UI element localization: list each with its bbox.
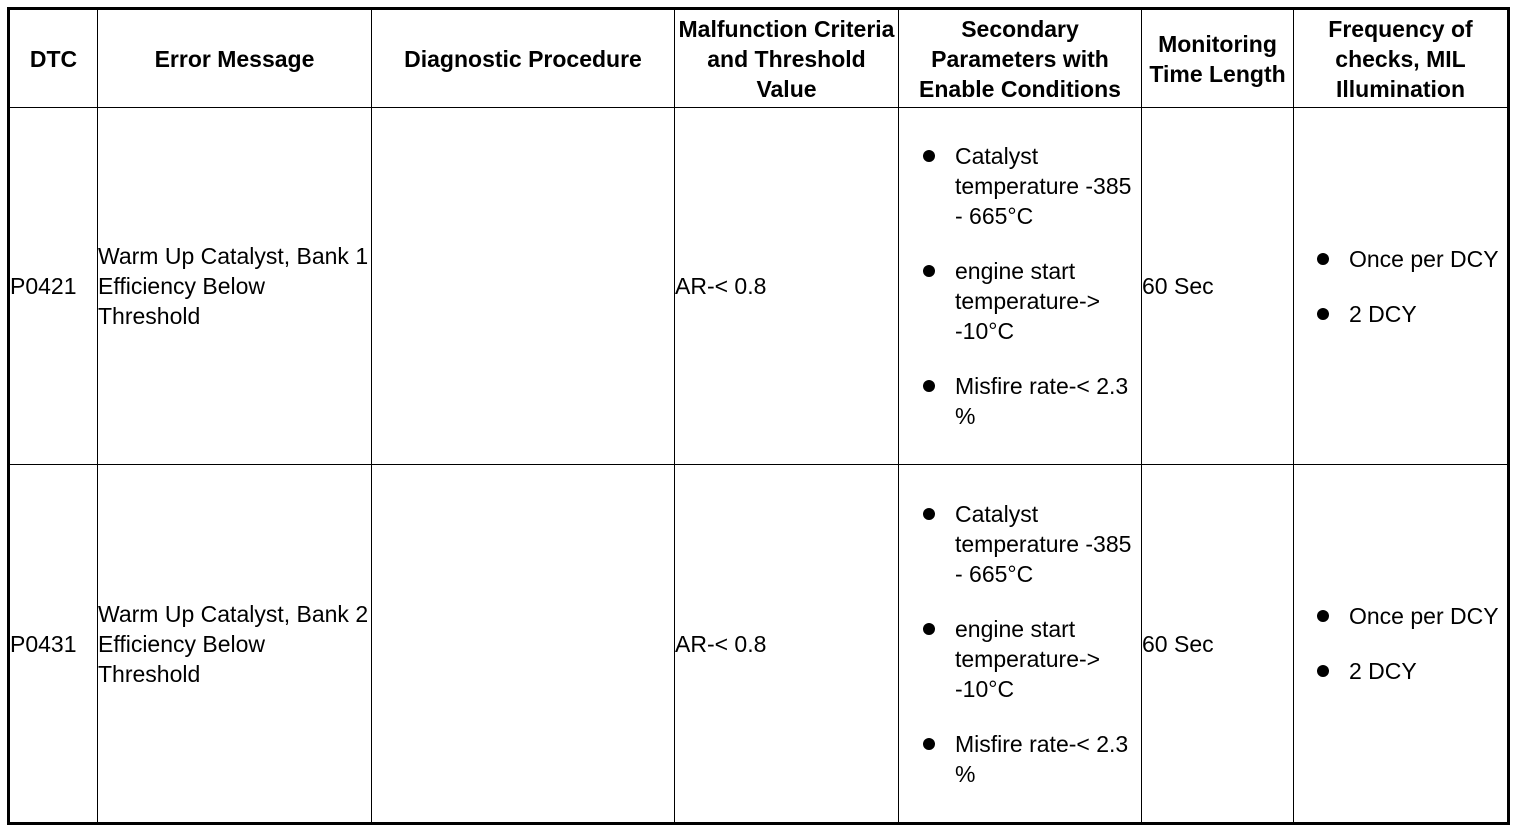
table-row <box>9 465 1509 824</box>
malfunction-criteria: AR-< 0.8 <box>675 465 899 824</box>
monitoring-time: 60 Sec <box>1142 465 1294 824</box>
diagnostic-procedure <box>372 465 675 824</box>
secondary-parameters <box>899 465 1142 824</box>
header-secondary-parameters: Secondary Parameters with Enable Conditions <box>899 9 1142 108</box>
parameter-text: Misfire rate-< 2.3 % <box>955 730 1129 787</box>
error-message: Warm Up Catalyst, Bank 2 Efficiency Below Threshold <box>98 465 372 824</box>
parameter-text: Catalyst temperature -385 - 665°C <box>955 143 1132 230</box>
list-item <box>899 371 1141 431</box>
bullet-icon <box>923 380 935 392</box>
frequency-text: Once per DCY <box>1349 245 1499 272</box>
secondary-parameters <box>899 108 1142 465</box>
dtc-code: P0431 <box>9 465 98 824</box>
malfunction-criteria: AR-< 0.8 <box>675 108 899 465</box>
parameter-list <box>899 141 1141 431</box>
frequency <box>1294 108 1509 465</box>
header-diagnostic-procedure: Diagnostic Procedure <box>372 9 675 108</box>
parameter-text: Misfire rate-< 2.3 % <box>955 373 1129 430</box>
header-malfunction-criteria: Malfunction Criteria and Threshold Value <box>675 9 899 108</box>
parameter-list <box>899 499 1141 789</box>
dtc-code: P0421 <box>9 108 98 465</box>
header-dtc: DTC <box>9 9 98 108</box>
parameter-text: Catalyst temperature -385 - 665°C <box>955 500 1132 587</box>
list-item <box>899 499 1141 589</box>
bullet-icon <box>923 508 935 520</box>
header-frequency: Frequency of checks, MIL Illumination <box>1294 9 1509 108</box>
header-error-message: Error Message <box>98 9 372 108</box>
parameter-text: engine start temperature-> -10°C <box>955 258 1101 345</box>
frequency <box>1294 465 1509 824</box>
parameter-text: engine start temperature-> -10°C <box>955 615 1101 702</box>
bullet-icon <box>1317 610 1329 622</box>
frequency-list <box>1294 601 1507 686</box>
bullet-icon <box>923 738 935 750</box>
frequency-text: Once per DCY <box>1349 603 1499 630</box>
frequency-list <box>1294 244 1507 329</box>
header-row <box>9 9 1509 108</box>
list-item <box>1294 656 1507 686</box>
monitoring-time: 60 Sec <box>1142 108 1294 465</box>
frequency-text: 2 DCY <box>1349 658 1417 685</box>
bullet-icon <box>923 265 935 277</box>
bullet-icon <box>923 623 935 635</box>
list-item <box>1294 244 1507 274</box>
list-item <box>899 729 1141 789</box>
bullet-icon <box>1317 308 1329 320</box>
error-message: Warm Up Catalyst, Bank 1 Efficiency Below Threshold <box>98 108 372 465</box>
bullet-icon <box>1317 665 1329 677</box>
list-item <box>899 141 1141 231</box>
table-row <box>9 108 1509 465</box>
dtc-table <box>7 7 1510 825</box>
bullet-icon <box>923 150 935 162</box>
list-item <box>899 614 1141 704</box>
list-item <box>1294 299 1507 329</box>
diagnostic-procedure <box>372 108 675 465</box>
header-monitoring-time: Monitoring Time Length <box>1142 9 1294 108</box>
list-item <box>899 256 1141 346</box>
bullet-icon <box>1317 253 1329 265</box>
list-item <box>1294 601 1507 631</box>
frequency-text: 2 DCY <box>1349 300 1417 327</box>
